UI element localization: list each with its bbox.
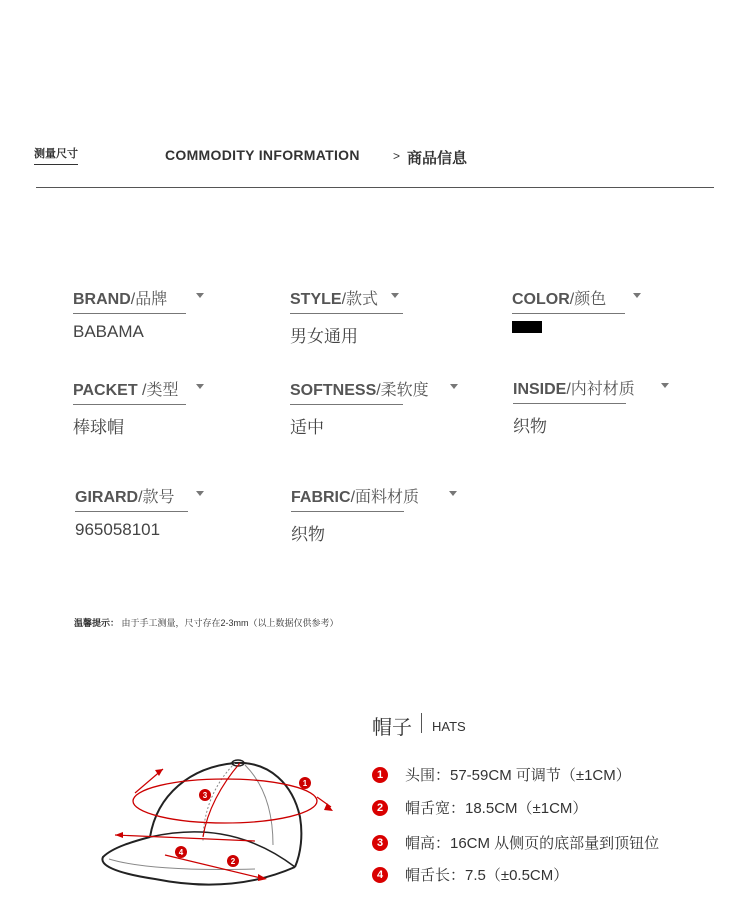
chevron-down-icon [391,293,399,298]
field-softness-label: SOFTNESS/柔软度 [290,382,429,399]
field-packet-label: PACKET /类型 [73,382,179,399]
field-fabric [291,484,419,545]
field-inside-label: INSIDE/内衬材质 [513,381,635,398]
spec-item: 1 头围：57-59CM 可调节（±1CM） [372,764,631,785]
field-underline [291,511,404,512]
field-underline [290,313,403,314]
field-packet-value: 棒球帽 [73,418,124,437]
chevron-down-icon [661,383,669,388]
measurement-note: 温馨提示： 由于手工测量，尺寸存在2-3mm（以上数据仅供参考） [74,618,339,628]
field-brand-label: BRAND/品牌 [73,291,168,308]
field-style-label: STYLE/款式 [290,291,379,308]
title-divider [421,713,422,733]
field-style-value: 男女通用 [290,327,358,346]
field-color-label: COLOR/颜色 [512,291,607,308]
svg-text:3: 3 [202,791,208,800]
field-softness-value: 适中 [290,418,324,437]
field-fabric-value: 织物 [291,525,325,544]
chevron-down-icon [633,293,641,298]
field-girard-label: GIRARD/款号 [75,489,175,506]
measure-size-label: 测量尺寸 [34,145,78,165]
breadcrumb-separator: > [393,149,401,163]
field-color [512,286,625,333]
chevron-down-icon [196,491,204,496]
color-swatch [512,321,542,333]
number-badge-icon: 4 [372,867,388,883]
svg-text:1: 1 [302,779,308,788]
hats-title-en: HATS [432,719,466,734]
field-underline [290,404,403,405]
spec-item: 4 帽舌长：7.5（±0.5CM） [372,864,568,885]
chevron-down-icon [196,384,204,389]
field-underline [513,403,626,404]
svg-text:4: 4 [178,848,184,857]
field-girard [75,484,188,540]
field-brand-value: BABAMA [73,322,144,341]
field-fabric-label: FABRIC/面料材质 [291,489,420,506]
number-badge-icon: 3 [372,835,388,851]
spec-item: 3 帽高：16CM 从侧页的底部量到顶钮位 [372,832,659,853]
chevron-down-icon [449,491,457,496]
page-title: COMMODITY INFORMATION [165,147,360,163]
field-underline [73,404,186,405]
field-underline [73,313,186,314]
svg-text:2: 2 [230,857,236,866]
field-style [290,286,403,347]
field-inside [513,376,635,437]
number-badge-icon: 1 [372,767,388,783]
page-title-cn: 商品信息 [407,150,468,167]
field-softness [290,377,429,438]
cap-measurement-diagram [95,755,345,905]
field-underline [75,511,188,512]
hats-title-cn: 帽子 [372,717,412,739]
field-underline [512,313,625,314]
spec-item: 2 帽舌宽：18.5CM（±1CM） [372,797,587,818]
header-divider [36,187,714,188]
field-girard-value: 965058101 [75,520,161,539]
field-packet [73,377,186,438]
chevron-down-icon [450,384,458,389]
chevron-down-icon [196,293,204,298]
field-inside-value: 织物 [513,417,547,436]
number-badge-icon: 2 [372,800,388,816]
field-brand [73,286,186,342]
